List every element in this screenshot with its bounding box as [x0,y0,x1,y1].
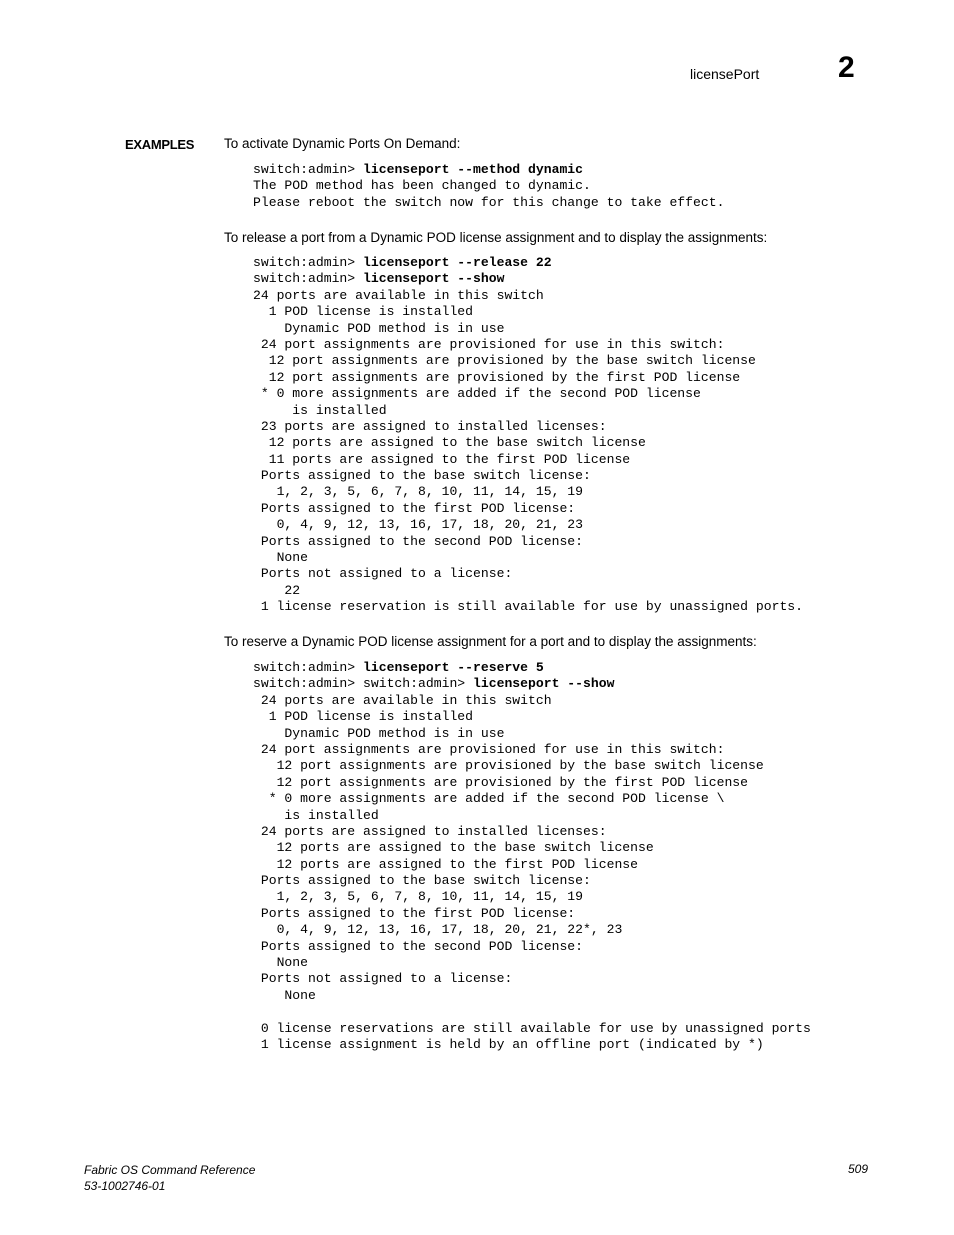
code-line: Ports assigned to the base switch license: [253,873,591,889]
code-command: licenseport --reserve 5 [363,660,544,675]
code-line: 24 ports are available in this switch [253,287,544,303]
code-line: is installed [253,807,379,823]
code-line: Ports assigned to the second POD license: [253,533,584,549]
code-line: Dynamic POD method is in use [253,320,505,336]
code-line: Ports assigned to the base switch license: [253,468,591,484]
code-line: 0, 4, 9, 12, 13, 16, 17, 18, 20, 21, 22*, 23 [253,922,623,938]
code-line: 12 ports are assigned to the base switch license [253,840,654,856]
section-label-examples: EXAMPLES [125,137,195,152]
code-prompt: switch:admin> switch:admin> [253,676,474,692]
code-line: None [253,550,309,566]
code-line: 12 ports are assigned to the first POD license [253,856,639,872]
code-line: 12 ports are assigned to the base switch license [253,435,646,451]
code-line: 24 port assignments are provisioned for use in this switch: [253,741,725,757]
code-line: 12 port assignments are provisioned by the first POD license [253,774,749,790]
code-line: 24 ports are available in this switch [253,692,552,708]
code-line: 11 ports are assigned to the first POD license [253,451,631,467]
footer-page-number: 509 [848,1162,869,1176]
code-prompt: switch:admin> [253,255,364,270]
code-line [253,255,803,271]
code-line: 1 license assignment is held by an offline port (indicated by *) [253,1036,764,1052]
code-line: 0, 4, 9, 12, 13, 16, 17, 18, 20, 21, 23 [253,517,584,533]
code-line: 1 license reservation is still available for use by unassigned ports. [253,599,804,615]
code-line: None [253,987,316,1003]
chapter-number: 2 [838,51,855,84]
code-command: licenseport --show [473,676,615,692]
code-line: is installed [253,402,387,418]
code-line: 12 port assignments are provisioned by the base switch license [253,353,756,369]
code-line: Ports assigned to the first POD license: [253,500,576,516]
code-line: Ports assigned to the first POD license: [253,905,576,921]
code-line: * 0 more assignments are added if the second POD license \ [253,791,725,807]
code-line: 22 [253,582,301,598]
code-line: 24 ports are assigned to installed licenses: [253,823,607,839]
code-prompt: switch:admin> [253,162,364,177]
code-command: licenseport --method dynamic [363,162,584,177]
code-line: The POD method has been changed to dynamic. [253,178,591,194]
code-block-activate [253,162,724,211]
footer-doc-title: Fabric OS Command Reference [84,1163,256,1177]
code-block-reserve [253,660,811,1053]
code-line: 23 ports are assigned to installed licenses: [253,418,607,434]
code-line: Ports assigned to the second POD license: [253,938,584,954]
paragraph-reserve: To reserve a Dynamic POD license assignment for a port and to display the assignments: [224,634,757,649]
code-line [253,162,724,178]
code-line: 1, 2, 3, 5, 6, 7, 8, 10, 11, 14, 15, 19 [253,889,584,905]
code-line: Ports not assigned to a license: [253,971,513,987]
code-command: licenseport --release 22 [363,255,552,270]
code-line: 1 POD license is installed [253,304,474,320]
code-line: 1 POD license is installed [253,709,474,725]
paragraph-release: To release a port from a Dynamic POD license assignment and to display the assignments: [224,230,768,245]
footer-doc-info [84,1162,255,1194]
header-command-name: licensePort [690,66,760,82]
code-line: 1, 2, 3, 5, 6, 7, 8, 10, 11, 14, 15, 19 [253,484,584,500]
code-line [253,676,811,692]
code-block-release [253,255,803,616]
code-line [253,271,803,287]
code-line: None [253,955,309,971]
code-line [253,660,811,676]
code-line: * 0 more assignments are added if the second POD license [253,386,701,402]
code-line: 12 port assignments are provisioned by the first POD license [253,369,741,385]
code-line [253,1004,811,1020]
paragraph-activate: To activate Dynamic Ports On Demand: [224,136,461,151]
code-prompt: switch:admin> [253,660,364,675]
code-line: 12 port assignments are provisioned by the base switch license [253,758,764,774]
code-line: 24 port assignments are provisioned for use in this switch: [253,336,725,352]
footer-doc-number: 53-1002746-01 [84,1179,166,1193]
code-command: licenseport --show [363,271,505,287]
code-prompt: switch:admin> [253,271,364,287]
code-line: Dynamic POD method is in use [253,725,505,741]
code-line: Please reboot the switch now for this change to take effect. [253,194,725,210]
code-line: 0 license reservations are still available for use by unassigned ports [253,1020,811,1036]
code-line: Ports not assigned to a license: [253,566,513,582]
